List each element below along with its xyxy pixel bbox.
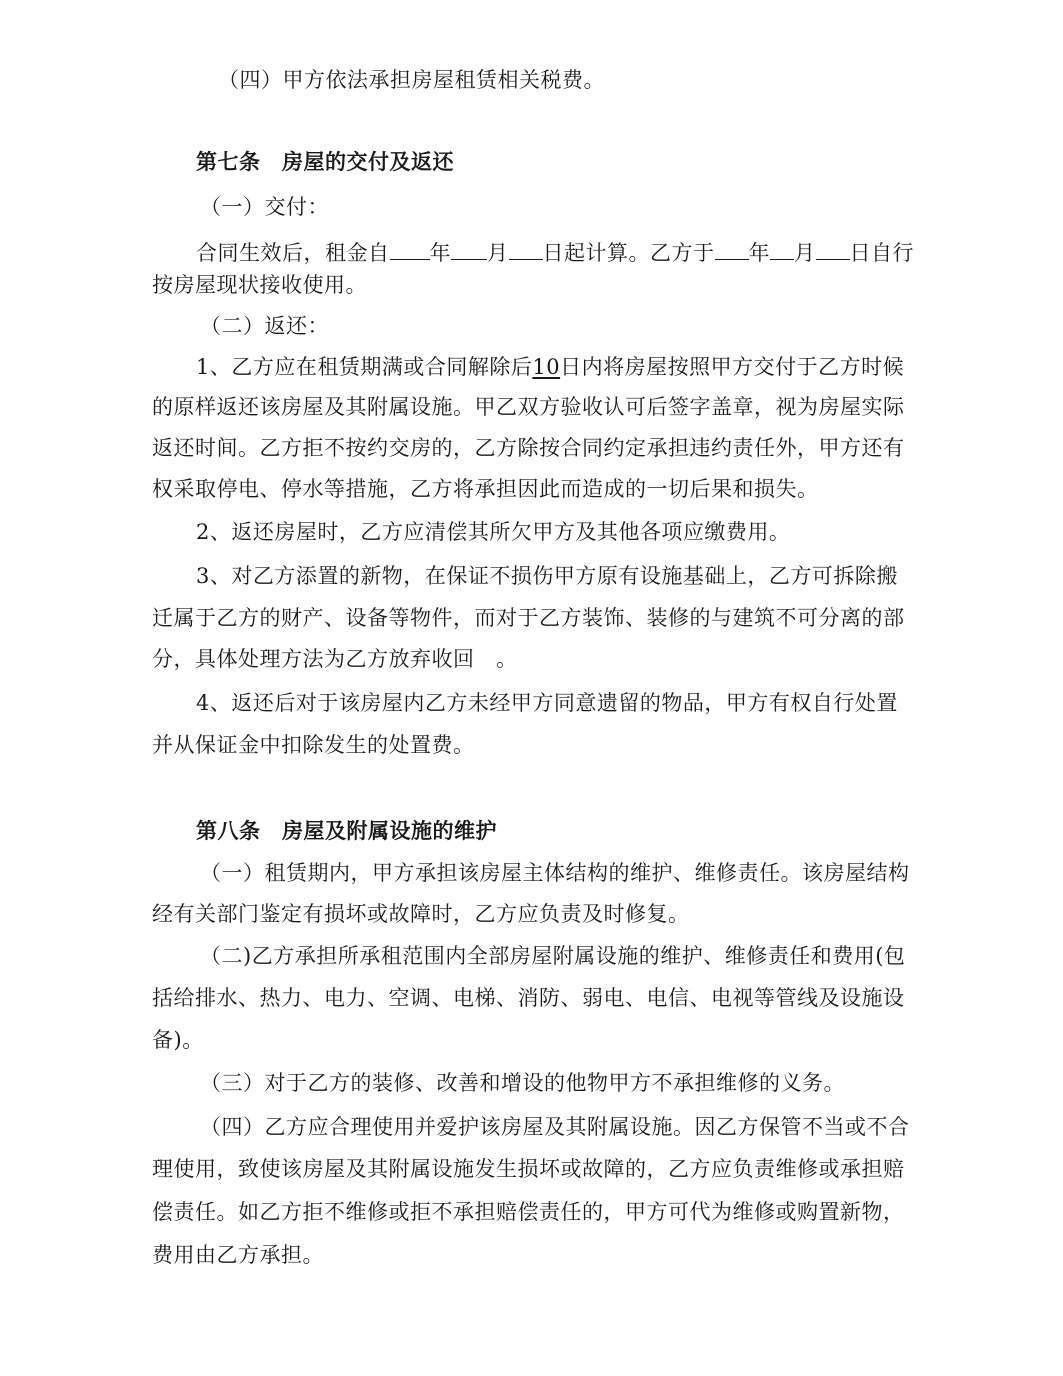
maintenance-item-4-line-1: （四）乙方应合理使用并爱护该房屋及其附属设施。因乙方保管不当或不合 xyxy=(200,1115,910,1139)
return-days-number: 10 xyxy=(532,355,561,379)
return-item-4-line-2: 并从保证金中扣除发生的处置费。 xyxy=(152,733,475,757)
blank-day-2 xyxy=(816,237,850,260)
maintenance-item-1-line-2: 经有关部门鉴定有损坏或故障时，乙方应负责及时修复。 xyxy=(152,902,690,926)
return-item-4-line-1: 4、返还后对于该房屋内乙方未经甲方同意遗留的物品，甲方有权自行处置 xyxy=(196,691,898,715)
blank-month-1 xyxy=(451,237,487,260)
article-7-heading: 第七条 房屋的交付及返还 xyxy=(196,149,454,174)
return-item-1-line-4: 权采取停电、停水等措施，乙方将承担因此而造成的一切后果和损失。 xyxy=(152,477,819,501)
article-8-heading: 第八条 房屋及附属设施的维护 xyxy=(196,818,497,843)
maintenance-item-2-line-3: 备)。 xyxy=(152,1028,204,1052)
delivery-text-a: 合同生效后，租金自 xyxy=(196,241,390,265)
delivery-text-c: 月 xyxy=(487,241,509,265)
return-item-1-line-3: 返还时间。乙方拒不按约交房的，乙方除按合同约定承担违约责任外，甲方还有 xyxy=(152,436,905,460)
maintenance-item-4-line-3: 偿责任。如乙方拒不维修或拒不承担赔偿责任的，甲方可代为维修或购置新物， xyxy=(152,1200,905,1224)
article-7-delivery-line-1 xyxy=(196,237,956,267)
article-7-section-2-label: （二）返还： xyxy=(200,314,329,338)
return-item-1-line-1 xyxy=(196,353,956,381)
delivery-text-g: 日自行 xyxy=(849,241,914,265)
return-item-3-line-3: 分，具体处理方法为乙方放弃收回 。 xyxy=(152,647,518,671)
return-item-2: 2、返还房屋时，乙方应清偿其所欠甲方及其他各项应缴费用。 xyxy=(196,520,791,544)
blank-month-2 xyxy=(770,237,794,260)
delivery-text-f: 月 xyxy=(794,241,816,265)
return-item-1-text-b: 日内将房屋按照甲方交付于乙方时候 xyxy=(560,355,905,379)
maintenance-item-4-line-4: 费用由乙方承担。 xyxy=(152,1243,324,1267)
clause-4-tax: （四）甲方依法承担房屋租赁相关税费。 xyxy=(218,68,605,92)
maintenance-item-2-line-1: （二)乙方承担所承租范围内全部房屋附属设施的维护、维修责任和费用(包 xyxy=(200,944,906,968)
return-item-3-line-2: 迁属于乙方的财产、设备等物件，而对于乙方装饰、装修的与建筑不可分离的部 xyxy=(152,606,905,630)
return-item-3-line-1: 3、对乙方添置的新物，在保证不损伤甲方原有设施基础上，乙方可拆除搬 xyxy=(196,564,898,588)
return-item-1-line-2: 的原样返还该房屋及其附属设施。甲乙双方验收认可后签字盖章，视为房屋实际 xyxy=(152,395,905,419)
blank-day-1 xyxy=(509,237,543,260)
maintenance-item-3: （三）对于乙方的装修、改善和增设的他物甲方不承担维修的义务。 xyxy=(200,1071,845,1095)
maintenance-item-2-line-2: 括给排水、热力、电力、空调、电梯、消防、弱电、电信、电视等管线及设施设 xyxy=(152,986,905,1010)
article-7-section-1-label: （一）交付： xyxy=(200,195,329,219)
delivery-text-e: 年 xyxy=(748,241,770,265)
blank-year-1 xyxy=(390,237,430,260)
delivery-text-b: 年 xyxy=(429,241,451,265)
maintenance-item-1-line-1: （一）租赁期内，甲方承担该房屋主体结构的维护、维修责任。该房屋结构 xyxy=(200,861,910,885)
delivery-text-d: 日起计算。乙方于 xyxy=(542,241,715,265)
article-7-delivery-line-2: 按房屋现状接收使用。 xyxy=(152,273,367,297)
maintenance-item-4-line-2: 理使用，致使该房屋及其附属设施发生损坏或故障的，乙方应负责维修或承担赔 xyxy=(152,1157,905,1181)
return-item-1-text-a: 1、乙方应在租赁期满或合同解除后 xyxy=(196,355,533,379)
blank-year-2 xyxy=(715,237,749,260)
